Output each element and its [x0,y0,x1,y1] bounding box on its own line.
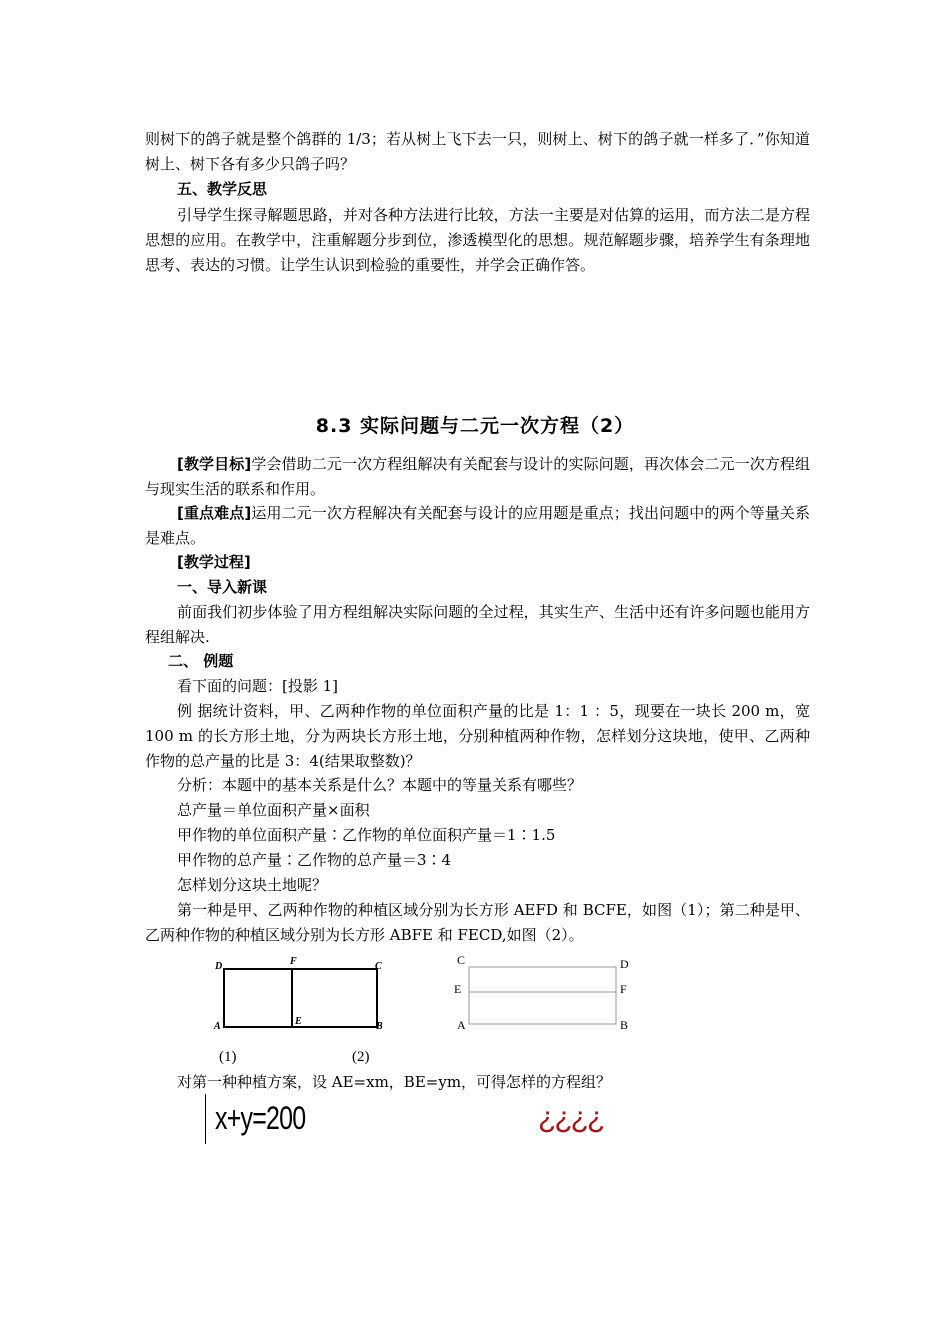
fig1-label-d: D [215,961,223,972]
equation-expression: x+y=200 [215,1100,306,1136]
fig2-label-a: A [457,1018,466,1032]
paragraph-key-points [145,501,810,551]
paragraph-schemes: 第一种是甲、乙两种作物的种植区域分别为长方形 AEFD 和 BCFE，如图（1）；第二种是甲、乙两种作物的种植区域分别为长方形 ABFE 和 FECD,如图（2）。 [145,901,810,944]
paragraph-example: 例 据统计资料，甲、乙两种作物的单位面积产量的比是 1：1 ：5，现要在一块长 200 m，宽 100 m 的长方形土地，分为两块长方形土地，分别种植两种作物，怎样划分这块地，使甲、乙两种作物的总产量的比是 3：4(结果取整数)？ [145,702,810,770]
text-how-divide: 怎样划分这块土地呢？ [177,876,328,894]
heading-teaching-reflection: 五、教学反思 [177,180,268,198]
figure-2 [450,950,640,1040]
text-relation-1: 总产量＝单位面积产量×面积 [177,801,370,819]
equation-brace [205,1094,212,1144]
label-key-points: [重点难点] [177,504,252,522]
fig2-label-c: C [457,953,466,967]
heading-examples: 二、 例题 [168,652,234,670]
figure-1-diagram [205,955,395,1040]
fig1-label-f: F [290,956,297,967]
fig2-label-d: D [620,957,629,971]
paragraph-pigeon-problem: 则树下的鸽子就是整个鸽群的 1/3；若从树上飞下去一只，则树上、树下的鸽子就一样多了．”你知道树上、树下各有多少只鸽子吗？ [145,130,810,173]
text-analysis: 分析：本题中的基本关系是什么？本题中的等量关系有哪些？ [177,776,583,794]
equation-garbled-chars: ¿¿¿¿ [538,1101,604,1134]
figure-1 [205,955,395,1040]
figure-1-caption: (1) [219,1049,237,1065]
figure-2-diagram [450,950,640,1040]
text-question: 对第一种种植方案，设 AE=xm，BE=ym，可得怎样的方程组？ [177,1073,612,1091]
text-teaching-goal: 学会借助二元一次方程组解决有关配套与设计的实际问题，再次体会二元一次方程组与现实生活的联系和作用。 [145,455,810,498]
fig2-label-f: F [620,982,627,996]
lesson-title: 8.3 实际问题与二元一次方程（2） [315,415,635,437]
fig2-label-e: E [454,982,462,996]
text-projection: 看下面的问题：[投影 1] [177,677,339,695]
fig1-label-b: B [376,1021,383,1032]
figure-2-caption: (2) [352,1049,370,1065]
text-key-points: 运用二元一次方程解决有关配套与设计的应用题是重点；找出问题中的两个等量关系是难点。 [145,504,810,547]
paragraph-teaching-goal [145,452,810,502]
label-teaching-goal: [教学目标] [177,455,252,473]
paragraph-reflection: 引导学生探寻解题思路，并对各种方法进行比较，方法一主要是对估算的运用，而方法二是方程思想的应用。在教学中，注重解题分步到位，渗透模型化的思想。规范解题步骤，培养学生有条理地思考、表达的习惯。让学生认识到检验的重要性，并学会正确作答。 [145,206,810,274]
fig1-label-a: A [214,1021,221,1032]
text-relation-3: 甲作物的总产量∶乙作物的总产量＝3∶4 [177,851,452,869]
fig1-label-c: C [375,961,382,972]
fig2-label-b: B [620,1018,629,1032]
heading-introduction: 一、导入新课 [177,578,268,596]
label-teaching-process: [教学过程] [177,553,251,571]
text-relation-2: 甲作物的单位面积产量∶乙作物的单位面积产量＝1∶1.5 [177,826,556,844]
paragraph-introduction: 前面我们初步体验了用方程组解决实际问题的全过程，其实生产、生活中还有许多问题也能用方程组解决. [145,603,810,646]
fig1-label-e: E [295,1016,302,1027]
